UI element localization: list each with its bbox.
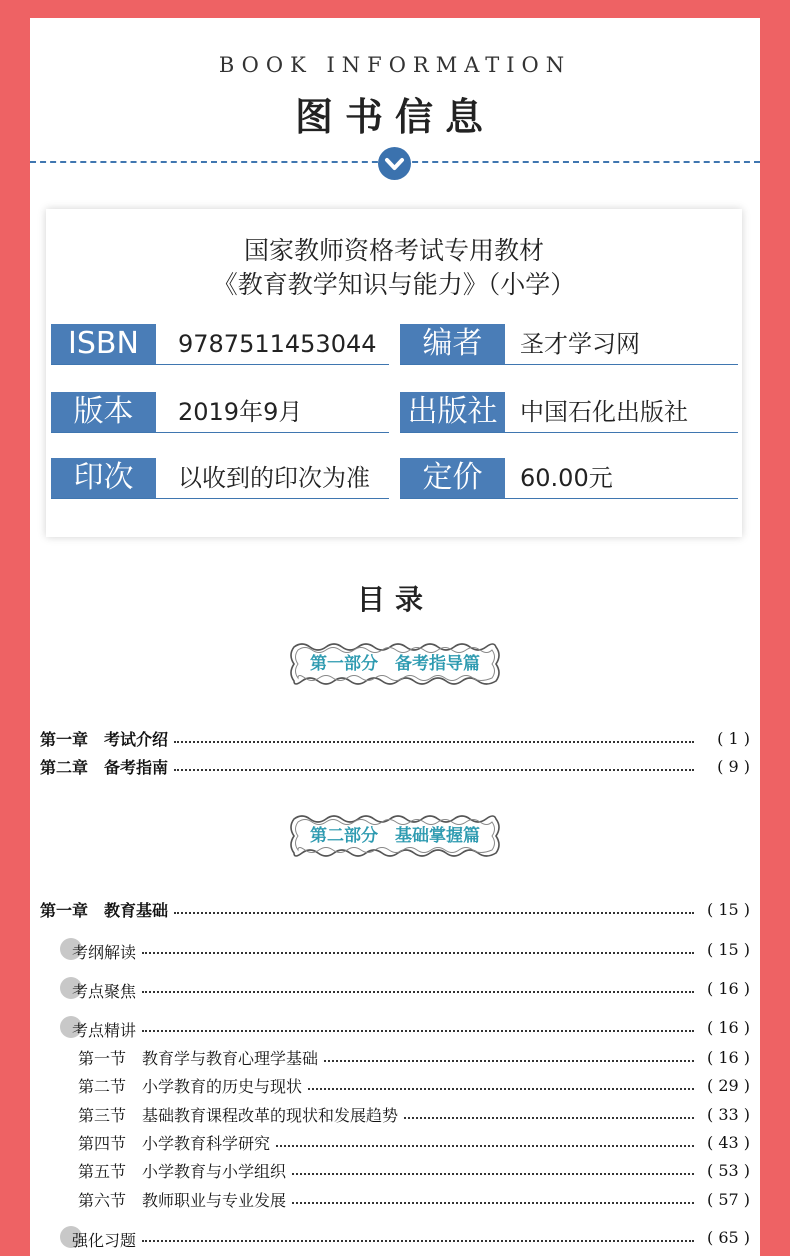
page-number: ( 15 ) xyxy=(706,939,750,959)
part-banner-2 xyxy=(288,813,502,859)
section-number: 第一节 xyxy=(78,1048,127,1068)
page-number: ( 1 ) xyxy=(717,728,750,748)
page-number: ( 9 ) xyxy=(717,756,750,776)
module-title: 考点精讲 xyxy=(72,1020,137,1040)
section-title: 小学教育与小学组织 xyxy=(142,1161,287,1181)
page-number: ( 65 ) xyxy=(706,1227,750,1247)
book-info-card xyxy=(46,209,742,537)
page-number: ( 16 ) xyxy=(706,1047,750,1067)
leader-dots xyxy=(324,1060,694,1062)
toc-module-row xyxy=(60,975,750,1001)
page-number: ( 16 ) xyxy=(706,1017,750,1037)
field-label: 定价 xyxy=(400,458,505,498)
leader-dots xyxy=(404,1117,694,1119)
toc-section-row xyxy=(78,1072,750,1098)
field-editor xyxy=(400,324,738,365)
section-number: 第六节 xyxy=(78,1190,127,1210)
book-series-title: 国家教师资格考试专用教材 xyxy=(243,236,544,265)
page-number: ( 29 ) xyxy=(706,1075,750,1095)
leader-dots xyxy=(308,1088,694,1090)
module-title: 强化习题 xyxy=(72,1230,137,1250)
field-label: 印次 xyxy=(51,458,156,498)
toc-module-row xyxy=(60,1014,750,1040)
field-value: 9787511453044 xyxy=(178,330,377,358)
chapter-number: 第一章 xyxy=(40,729,89,749)
page-number: ( 33 ) xyxy=(706,1104,750,1124)
book-title: 《教育教学知识与能力》（小学） xyxy=(212,270,576,299)
chevron-down-icon xyxy=(378,147,411,180)
module-title: 考纲解读 xyxy=(72,942,137,962)
section-title: 小学教育的历史与现状 xyxy=(142,1076,303,1096)
book-info-page xyxy=(30,18,760,1256)
toc-section-row xyxy=(78,1186,750,1212)
leader-dots xyxy=(142,1240,694,1242)
field-label: ISBN xyxy=(51,324,156,364)
part-label: 第二部分 基础掌握篇 xyxy=(310,826,480,846)
field-value: 中国石化出版社 xyxy=(520,398,688,426)
header-title-en: BOOK INFORMATION xyxy=(218,53,572,77)
toc-module-row xyxy=(60,1224,750,1250)
field-price xyxy=(400,458,738,499)
toc-section-row xyxy=(78,1129,750,1155)
section-title: 教育学与教育心理学基础 xyxy=(142,1048,319,1068)
toc-chapter-row xyxy=(40,725,750,751)
toc-section-row xyxy=(78,1101,750,1127)
field-value: 以收到的印次为准 xyxy=(178,464,370,492)
section-number: 第三节 xyxy=(78,1105,127,1125)
module-title: 考点聚焦 xyxy=(72,981,137,1001)
page-number: ( 16 ) xyxy=(706,978,750,998)
leader-dots xyxy=(142,1030,694,1032)
field-value: 2019年9月 xyxy=(178,398,303,426)
field-value: 60.00元 xyxy=(520,464,613,492)
field-edition xyxy=(51,392,389,433)
page-number: ( 43 ) xyxy=(706,1132,750,1152)
part-banner-1 xyxy=(288,641,502,687)
chapter-title: 考试介绍 xyxy=(104,729,169,749)
field-label: 编者 xyxy=(400,324,505,364)
leader-dots xyxy=(292,1202,694,1204)
chapter-title: 教育基础 xyxy=(104,900,169,920)
field-printing xyxy=(51,458,389,499)
leader-dots xyxy=(276,1145,694,1147)
chapter-number: 第一章 xyxy=(40,900,89,920)
section-title: 小学教育科学研究 xyxy=(142,1133,271,1153)
field-publisher xyxy=(400,392,738,433)
field-isbn xyxy=(51,324,389,365)
page-number: ( 53 ) xyxy=(706,1160,750,1180)
toc-title: 目录 xyxy=(356,583,433,616)
section-title: 教师职业与专业发展 xyxy=(142,1190,287,1210)
chapter-number: 第二章 xyxy=(40,757,89,777)
leader-dots xyxy=(142,952,694,954)
header-title-cn: 图书信息 xyxy=(294,95,495,139)
toc-chapter-row xyxy=(40,896,750,922)
part-label: 第一部分 备考指导篇 xyxy=(310,654,480,674)
field-label: 版本 xyxy=(51,392,156,432)
section-number: 第四节 xyxy=(78,1133,127,1153)
section-number: 第二节 xyxy=(78,1076,127,1096)
toc-module-row xyxy=(60,936,750,962)
leader-dots xyxy=(292,1173,694,1175)
leader-dots xyxy=(174,741,694,743)
chapter-title: 备考指南 xyxy=(104,757,169,777)
section-number: 第五节 xyxy=(78,1161,127,1181)
section-title: 基础教育课程改革的现状和发展趋势 xyxy=(142,1105,399,1125)
leader-dots xyxy=(174,769,694,771)
field-value: 圣才学习网 xyxy=(520,330,640,358)
page-number: ( 15 ) xyxy=(706,899,750,919)
field-label: 出版社 xyxy=(400,392,505,432)
page-number: ( 57 ) xyxy=(706,1189,750,1209)
toc-section-row xyxy=(78,1044,750,1070)
toc-chapter-row xyxy=(40,753,750,779)
leader-dots xyxy=(174,912,694,914)
toc-section-row xyxy=(78,1157,750,1183)
leader-dots xyxy=(142,991,694,993)
